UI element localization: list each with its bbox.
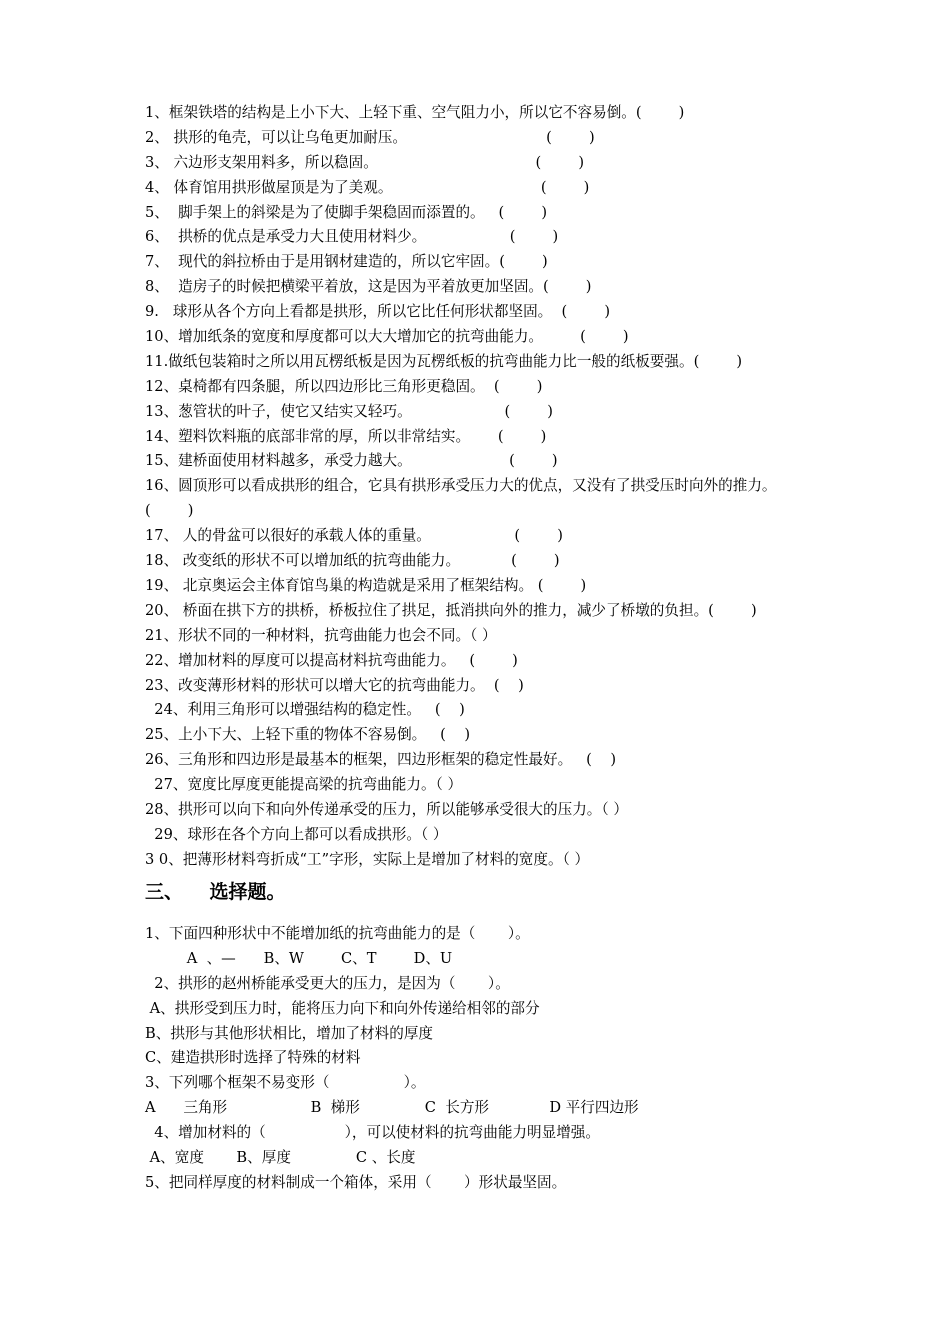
question-12: 12、桌椅都有四条腿，所以四边形比三角形更稳固。 ( ) xyxy=(145,377,543,395)
question-8: 8、 造房子的时候把横梁平着放，这是因为平着放更加坚固。( ) xyxy=(145,278,592,296)
question-25: 25、上小下大、上轻下重的物体不容易倒。 ( ) xyxy=(145,726,471,744)
question-24: 24、利用三角形可以增强结构的稳定性。 ( ) xyxy=(145,701,465,719)
mc-options-1: A 、— B、W C、T D、U xyxy=(145,949,453,967)
question-27: 27、宽度比厚度更能提高梁的抗弯曲能力。（ ） xyxy=(145,776,463,794)
question-21: 21、形状不同的一种材料，抗弯曲能力也会不同。（ ） xyxy=(145,626,497,644)
mc-question-1: 1、下面四种形状中不能增加纸的抗弯曲能力的是（ ）。 xyxy=(145,925,530,942)
section-heading-multiple-choice: 三、 选择题。 xyxy=(145,881,286,903)
question-16: 16、圆顶形可以看成拱形的组合，它具有拱形承受压力大的优点，又没有了拱受压时向外的推力。 ( ) xyxy=(145,477,828,520)
question-10: 10、增加纸条的宽度和厚度都可以大大增加它的抗弯曲能力。 ( ) xyxy=(145,328,629,346)
question-30: 3 0、把薄形材料弯折成“工”字形，实际上是增加了材料的宽度。（ ） xyxy=(145,850,590,868)
question-17: 17、 人的骨盆可以很好的承载人体的重量。 ( ) xyxy=(145,527,563,545)
mc-question-2: 2、拱形的赵州桥能承受更大的压力，是因为（ ）。 xyxy=(145,974,510,992)
question-26: 26、三角形和四边形是最基本的框架，四边形框架的稳定性最好。 ( ) xyxy=(145,751,617,769)
question-29: 29、球形在各个方向上都可以看成拱形。（ ） xyxy=(145,825,448,843)
question-14: 14、塑料饮料瓶的底部非常的厚，所以非常结实。 ( ) xyxy=(145,427,547,445)
question-19: 19、 北京奥运会主体育馆鸟巢的构造就是采用了框架结构。 ( ) xyxy=(145,576,587,594)
true-false-list xyxy=(145,101,828,873)
question-9: 9. 球形从各个方向上看都是拱形，所以它比任何形状都坚固。 ( ) xyxy=(145,303,611,321)
question-23: 23、改变薄形材料的形状可以增大它的抗弯曲能力。 ( ) xyxy=(145,676,524,694)
question-3: 3、 六边形支架用料多，所以稳固。 ( ) xyxy=(145,153,585,171)
question-13: 13、葱管状的叶子，使它又结实又轻巧。 ( ) xyxy=(145,402,553,420)
mc-option-2c: C、建造拱形时选择了特殊的材料 xyxy=(145,1049,361,1067)
mc-option-2b: B、拱形与其他形状相比，增加了材料的厚度 xyxy=(145,1024,434,1042)
mc-options-3: A 三角形 B 梯形 C 长方形 D 平行四边形 xyxy=(145,1099,639,1117)
question-1: 1、框架铁塔的结构是上小下大、上轻下重、空气阻力小，所以它不容易倒。( ) xyxy=(145,104,685,121)
mc-question-5: 5、把同样厚度的材料制成一个箱体，采用（ ）形状最坚固。 xyxy=(145,1173,567,1191)
question-15: 15、建桥面使用材料越多，承受力越大。 ( ) xyxy=(145,452,558,470)
question-4: 4、 体育馆用拱形做屋顶是为了美观。 ( ) xyxy=(145,178,590,196)
question-2: 2、 拱形的龟壳，可以让乌龟更加耐压。 ( ) xyxy=(145,128,595,146)
question-7: 7、 现代的斜拉桥由于是用钢材建造的，所以它牢固。( ) xyxy=(145,253,548,271)
question-20: 20、 桥面在拱下方的拱桥，桥板拉住了拱足，抵消拱向外的推力，减少了桥墩的负担。( ) xyxy=(145,601,757,619)
mc-question-3: 3、下列哪个框架不易变形（ ）。 xyxy=(145,1074,426,1092)
question-6: 6、 拱桥的优点是承受力大且使用材料少。 ( ) xyxy=(145,228,559,246)
question-18: 18、 改变纸的形状不可以增加纸的抗弯曲能力。 ( ) xyxy=(145,552,560,570)
question-5: 5、 脚手架上的斜梁是为了使脚手架稳固而添置的。 ( ) xyxy=(145,203,548,221)
multiple-choice-list xyxy=(145,922,825,1196)
question-28: 28、拱形可以向下和向外传递承受的压力，所以能够承受很大的压力。（ ） xyxy=(145,800,628,818)
mc-options-4: A、宽度 B、厚度 C 、长度 xyxy=(145,1149,416,1167)
question-22: 22、增加材料的厚度可以提高材料抗弯曲能力。 ( ) xyxy=(145,651,518,669)
mc-option-2a: A、拱形受到压力时，能将压力向下和向外传递给相邻的部分 xyxy=(145,999,540,1017)
question-11: 11.做纸包装箱时之所以用瓦楞纸板是因为瓦楞纸板的抗弯曲能力比一般的纸板要强。( ) xyxy=(145,352,743,370)
mc-question-4: 4、增加材料的（ ），可以使材料的抗弯曲能力明显增强。 xyxy=(145,1124,600,1142)
